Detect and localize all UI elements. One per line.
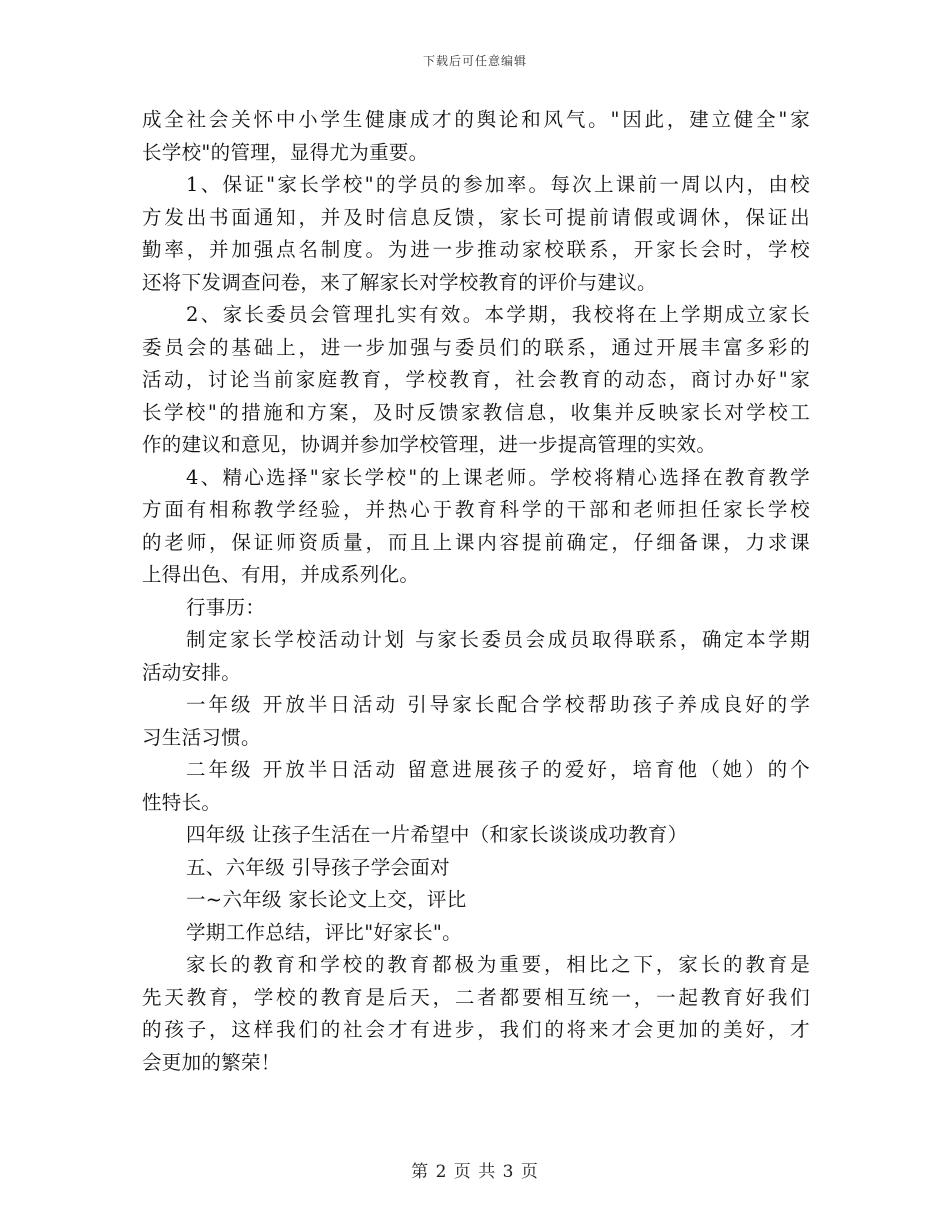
text-line: 五、六年级 引导孩子学会面对 [186, 855, 450, 879]
text-line: 先天教育，学校的教育是后天，二者都要相互统一，一起教育好我们 [142, 985, 810, 1009]
text-line: 会更加的繁荣！ [142, 1050, 281, 1074]
text-line: 活动安排。 [142, 660, 242, 684]
text-line: 1、保证"家长学校"的学员的参加率。每次上课前一周以内，由校 [186, 173, 810, 196]
text-line: 四年级 让孩子生活在一片希望中（和家长谈谈成功教育） [186, 823, 688, 846]
text-line: 活动，讨论当前家庭教育，学校教育，社会教育的动态，商讨办好"家 [142, 368, 810, 391]
text-line: 行事历： [186, 595, 266, 619]
text-line: 2、家长委员会管理扎实有效。本学期，我校将在上学期成立家长 [186, 303, 810, 326]
text-line: 方发出书面通知，并及时信息反馈，家长可提前请假或调休，保证出 [142, 205, 810, 229]
text-line: 还将下发调查问卷，来了解家长对学校教育的评价与建议。 [142, 270, 657, 294]
text-line: 委员会的基础上，进一步加强与委员们的联系，通过开展丰富多彩的 [142, 335, 810, 359]
text-line: 二年级 开放半日活动 留意进展孩子的爱好，培育他（她）的个 [186, 758, 810, 781]
page-number: 第 2 页 共 3 页 [411, 1162, 539, 1182]
text-line: 方面有相称教学经验，并热心于教育科学的干部和老师担任家长学校 [142, 498, 810, 521]
text-line: 长学校"的措施和方案，及时反馈家教信息，收集并反映家长对学校工 [142, 400, 810, 424]
text-line: 上得出色、有用，并成系列化。 [142, 563, 420, 586]
text-line: 的孩子，这样我们的社会才有进步，我们的将来才会更加的美好，才 [142, 1018, 810, 1041]
page-header: 下载后可任意编辑 [422, 54, 527, 68]
text-line: 4、精心选择"家长学校"的上课老师。学校将精心选择在教育教学 [186, 465, 810, 489]
document-body [142, 104, 810, 1079]
text-line: 作的建议和意见，协调并参加学校管理，进一步提高管理的实效。 [142, 433, 717, 456]
text-line: 勤率，并加强点名制度。为进一步推动家校联系，开家长会时，学校 [142, 238, 810, 261]
text-line: 长学校"的管理，显得尤为重要。 [142, 140, 429, 164]
text-line: 一年级 开放半日活动 引导家长配合学校帮助孩子养成良好的学 [186, 693, 810, 716]
text-line: 制定家长学校活动计划 与家长委员会成员取得联系，确定本学期 [186, 628, 810, 651]
text-line: 家长的教育和学校的教育都极为重要，相比之下，家长的教育是 [186, 953, 810, 976]
text-line: 习生活习惯。 [142, 725, 261, 749]
text-line: 一~六年级 家长论文上交，评比 [186, 888, 467, 911]
text-line: 的老师，保证师资质量，而且上课内容提前确定，仔细备课，力求课 [142, 530, 810, 554]
text-line: 学期工作总结，评比"好家长"。 [186, 920, 462, 944]
text-line: 性特长。 [142, 790, 222, 814]
text-line: 成全社会关怀中小学生健康成才的舆论和风气。"因此，建立健全"家 [142, 108, 810, 131]
